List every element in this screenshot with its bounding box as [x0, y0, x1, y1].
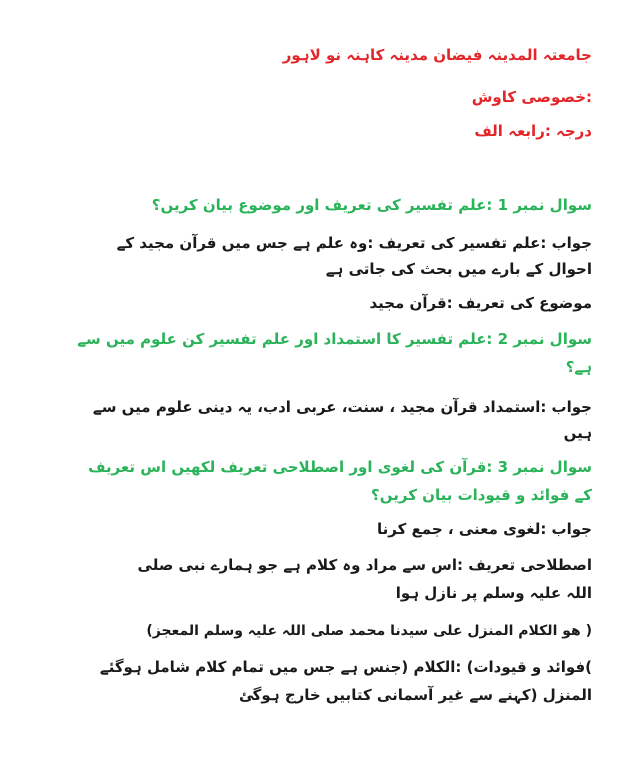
- grade-label: درجہ :رابعہ الف: [474, 122, 592, 140]
- subject-definition: موضوع کی تعریف :قرآن مجید: [369, 294, 592, 312]
- question-2-line-1: سوال نمبر 2 :علم تفسیر کا استمداد اور علم تفسیر کن علوم میں سے: [77, 330, 592, 348]
- question-3-line-2: کے فوائد و قیودات بیان کریں؟: [371, 486, 592, 504]
- question-2-line-2: ہے؟: [565, 358, 592, 376]
- question-3-line-1: سوال نمبر 3 :قرآن کی لغوی اور اصطلاحی تعریف لکھیں اس تعریف: [88, 458, 592, 476]
- answer-3-lughawi: جواب :لغوی معنی ، جمع کرنا: [377, 520, 592, 538]
- question-1: سوال نمبر 1 :علم تفسیر کی تعریف اور موضوع بیان کریں؟: [151, 196, 592, 214]
- answer-2-line-2: ہیں: [563, 424, 592, 442]
- istilahi-definition-line-2: اللہ علیہ وسلم پر نازل ہوا: [395, 584, 592, 602]
- answer-1-line-1: جواب :علم تفسیر کی تعریف :وہ علم ہے جس میں قرآن مجید کے: [116, 234, 592, 252]
- institution-heading: جامعتہ المدینہ فیضان مدینہ کاہنہ نو لاہور: [282, 46, 592, 64]
- arabic-definition: ( ھو الکلام المنزل علی سیدنا محمد صلی اللہ علیہ وسلم المعجز): [146, 623, 592, 639]
- answer-1-line-2: احوال کے بارے میں بحث کی جاتی ہے: [325, 260, 592, 278]
- answer-2-line-1: جواب :استمداد قرآن مجید ، سنت، عربی ادب، یہ دینی علوم میں سے: [92, 398, 592, 416]
- special-effort-label: :خصوصی کاوش: [471, 88, 592, 106]
- fawaid-line-2: المنزل (کہنے سے غیر آسمانی کتابیں خارج ہوگئ: [238, 686, 592, 704]
- istilahi-definition-line-1: اصطلاحی تعریف :اس سے مراد وہ کلام ہے جو ہمارے نبی صلی: [137, 556, 592, 574]
- fawaid-line-1: )فوائد و قیودات) :الکلام (جنس ہے جس میں تمام کلام شامل ہوگئے: [99, 658, 592, 676]
